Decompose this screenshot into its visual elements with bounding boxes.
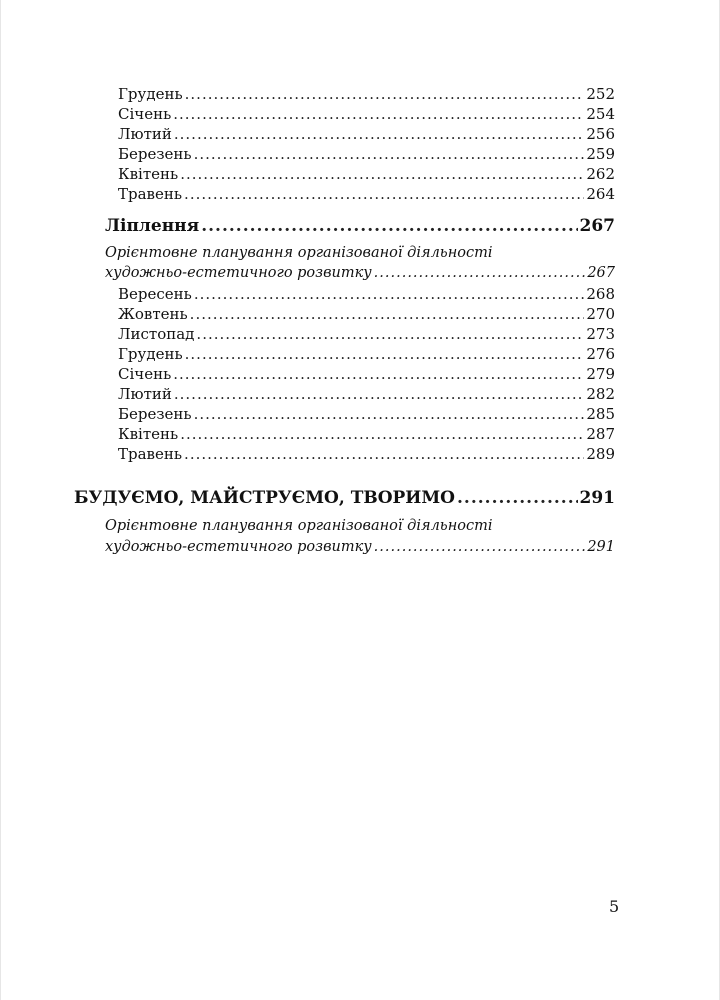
dot-leader [173,364,584,384]
toc-entry-month[interactable] [118,324,615,344]
planning-line-1: Орієнтовне планування організованої діяльності [105,245,493,261]
toc-entry-page: 276 [586,345,615,363]
toc-entry-page: 279 [586,365,615,383]
toc-entry-label: Жовтень [118,305,188,323]
toc-entry-label: Березень [118,405,192,423]
toc-entry-page: 273 [586,325,615,343]
toc-entry-page: 254 [586,105,615,123]
toc-entry-label: Травень [118,185,183,203]
toc-entry-label: Квітень [118,165,179,183]
toc-entry-page: 268 [586,285,615,303]
dot-leader [184,444,584,464]
toc-entry-month[interactable] [118,404,615,424]
toc-entry-page: 285 [586,405,615,423]
toc-entry-label: Лютий [118,385,172,403]
toc-entry-month[interactable] [118,144,615,164]
dot-leader [174,124,584,144]
toc-entry-month[interactable] [118,424,615,444]
toc-entry-month[interactable] [118,164,615,184]
dot-leader [374,263,586,283]
toc-entry-page: 270 [586,305,615,323]
toc-entry-month[interactable] [118,444,615,464]
toc-entry-month[interactable] [118,124,615,144]
planning-page: 267 [587,265,615,281]
toc-entry-month[interactable] [118,284,615,304]
planning-line-2: художньо-естетичного розвитку [105,265,372,281]
toc-chapter-heading[interactable] [74,487,615,509]
toc-section-heading[interactable] [105,215,615,237]
toc-entry-label: Грудень [118,345,183,363]
planning-page: 291 [587,539,615,555]
dot-leader [201,215,577,237]
dot-leader [190,304,585,324]
toc-entry-label: Січень [118,105,172,123]
toc-entry-page: 256 [586,125,615,143]
toc-entry-page: 264 [586,185,615,203]
section-title: Ліплення [105,216,200,236]
toc-entry-label: Грудень [118,85,183,103]
toc-entry-month[interactable] [118,84,615,104]
dot-leader [184,184,584,204]
chapter-title: БУДУЄМО, МАЙСТРУЄМО, ТВОРИМО [74,488,455,508]
toc-entry-label: Січень [118,365,172,383]
dot-leader [194,284,585,304]
dot-leader [194,144,585,164]
toc-entry-label: Березень [118,145,192,163]
toc-entry-month[interactable] [118,364,615,384]
dot-leader [194,404,585,424]
toc-entry-page: 287 [586,425,615,443]
toc-entry-month[interactable] [118,304,615,324]
section-page: 267 [579,216,615,236]
toc-entry-label: Квітень [118,425,179,443]
toc-entry-page: 262 [586,165,615,183]
toc-entry-month[interactable] [118,184,615,204]
toc-entry-page: 252 [586,85,615,103]
chapter-page: 291 [579,488,615,508]
toc-entry-page: 259 [586,145,615,163]
toc-entry-label: Вересень [118,285,192,303]
dot-leader [457,487,578,509]
dot-leader [185,84,585,104]
dot-leader [185,344,585,364]
toc-planning-entry[interactable] [105,263,615,283]
dot-leader [174,384,584,404]
planning-line-1: Орієнтовне планування організованої діяльності [105,518,493,534]
toc-entry-month[interactable] [118,344,615,364]
toc-entry-label: Травень [118,445,183,463]
toc-entry-month[interactable] [118,104,615,124]
toc-entry-page: 289 [586,445,615,463]
toc-entry-page: 282 [586,385,615,403]
toc-entry-month[interactable] [118,384,615,404]
page-number: 5 [609,897,620,916]
dot-leader [180,164,584,184]
toc-entry-label: Листопад [118,325,195,343]
dot-leader [374,537,586,557]
planning-line-2: художньо-естетичного розвитку [105,539,372,555]
toc-planning-entry[interactable] [105,537,615,557]
toc-entry-label: Лютий [118,125,172,143]
dot-leader [173,104,584,124]
dot-leader [180,424,584,444]
dot-leader [196,324,584,344]
